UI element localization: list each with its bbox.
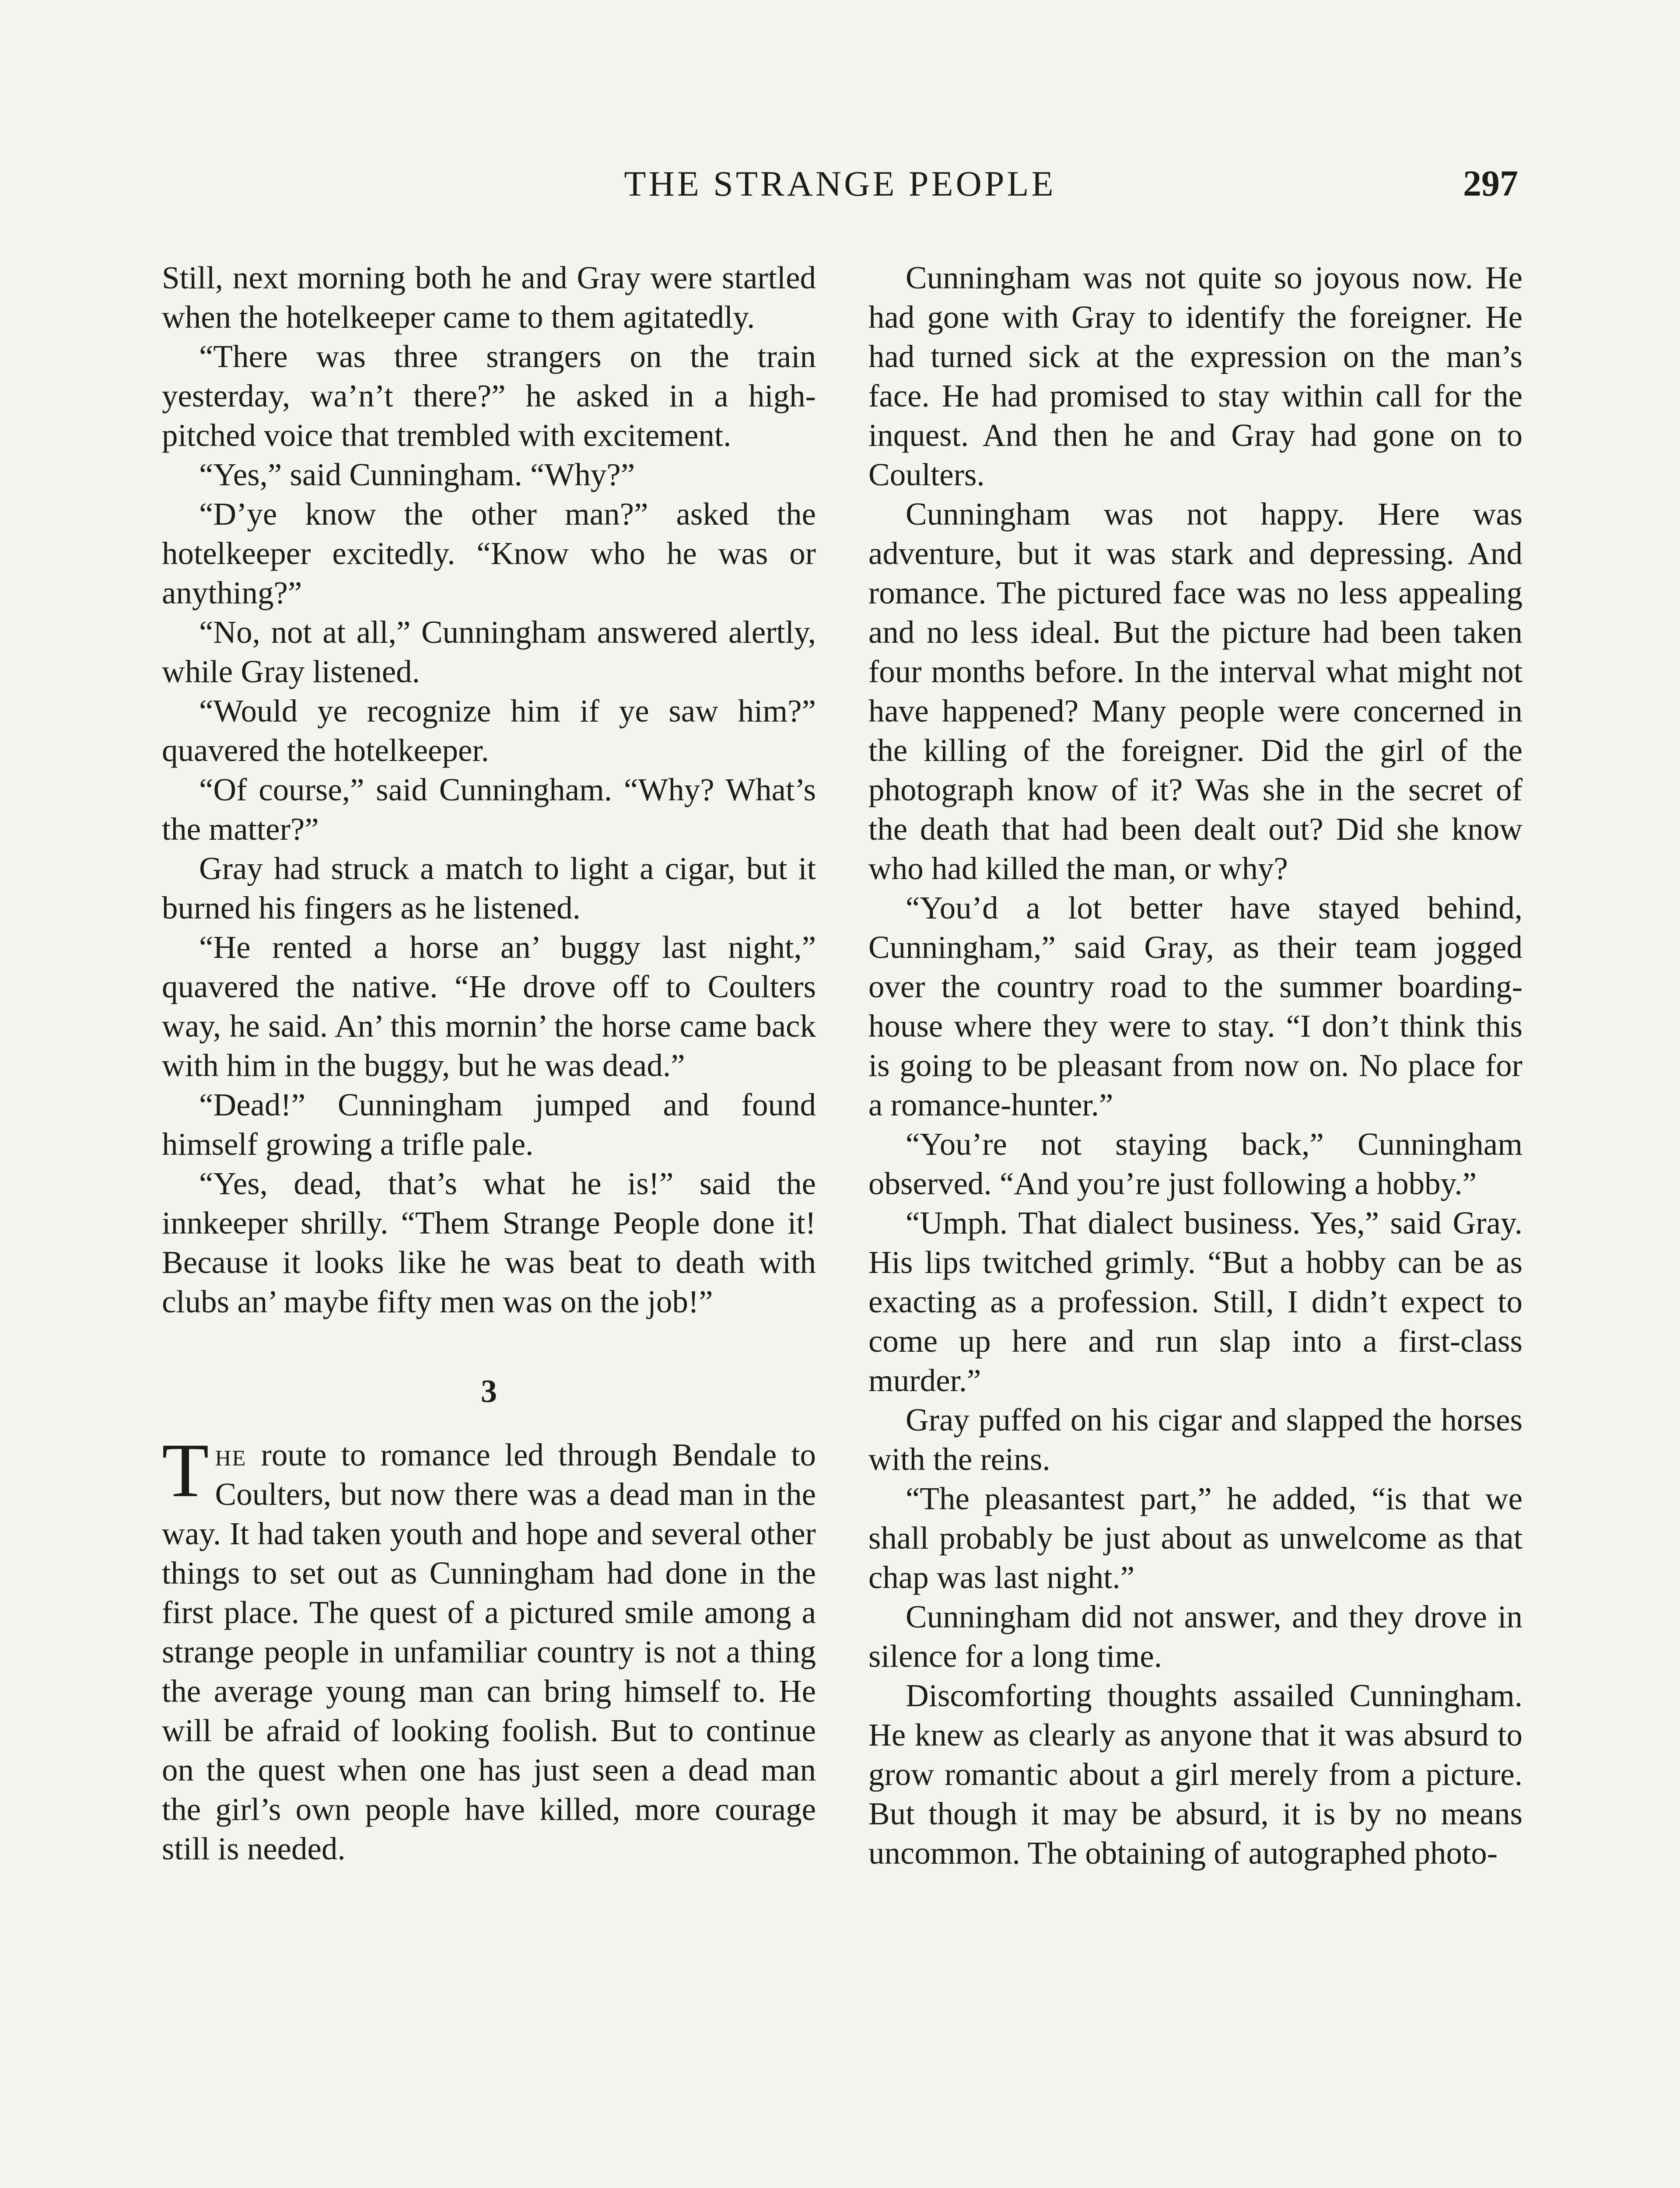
paragraph: “Yes, dead, that’s what he is!” said the innkeeper shrilly. “Them Strange People done it! Because it looks like he was beat to death with clubs an’ maybe fifty men was on the job!” bbox=[162, 1166, 816, 1319]
left-column bbox=[162, 258, 816, 1869]
paragraph: Cunningham was not happy. Here was adventure, but it was stark and depressing. And romance. The pictured face was no less appealing and no less ideal. But the picture had been taken four months before. In the interval what might not have happened? Many people were concerned in the killing of the foreigner. Did the girl of the photograph know of it? Was she in the secret of the death that had been dealt out? Did she know who had killed the man, or why? bbox=[868, 496, 1522, 886]
paragraph: “You’re not staying back,” Cunningham observed. “And you’re just following a hobby.” bbox=[868, 1126, 1522, 1201]
paragraph: “He rented a horse an’ buggy last night,” quavered the native. “He drove off to Coulters way, he said. An’ this mornin’ the horse came back with him in the buggy, but he was dead.” bbox=[162, 929, 816, 1083]
paragraph: “Umph. That dialect business. Yes,” said Gray. His lips twitched grimly. “But a hobby can be as exacting as a profession. Still, I didn’t expect to come up here and run slap into a first-class murder.” bbox=[868, 1205, 1522, 1398]
running-title: THE STRANGE PEOPLE bbox=[624, 164, 1056, 203]
small-caps-lead: he bbox=[215, 1437, 247, 1473]
paragraph: “The pleasantest part,” he added, “is that we shall probably be just about as unwelcome as that chap was last night.” bbox=[868, 1481, 1522, 1595]
paragraph: “Of course,” said Cunningham. “Why? What’s the matter?” bbox=[162, 772, 816, 847]
paragraph: “Would ye recognize him if ye saw him?” quavered the hotelkeeper. bbox=[162, 693, 816, 768]
paragraph: Gray had struck a match to light a cigar, but it burned his fingers as he listened. bbox=[162, 851, 816, 926]
paragraph: Cunningham was not quite so joyous now. He had gone with Gray to identify the foreigner. He had turned sick at the expression on the man’s face. He had promised to stay within call for the inquest. And then he and Gray had gone on to Coulters. bbox=[868, 260, 1522, 492]
section-opening-paragraph bbox=[162, 1428, 816, 1869]
section-number: 3 bbox=[481, 1374, 497, 1410]
paragraph: “You’d a lot better have stayed behind, Cunningham,” said Gray, as their team jogged over the country road to the summer boarding-house where they were to stay. “I don’t think this is going to be pleasant from now on. No place for a romance-hunter.” bbox=[868, 890, 1522, 1122]
paragraph: Gray puffed on his cigar and slapped the horses with the reins. bbox=[868, 1402, 1522, 1477]
paragraph: “Dead!” Cunningham jumped and found himself growing a trifle pale. bbox=[162, 1087, 816, 1162]
paragraph: “No, not at all,” Cunningham answered alertly, while Gray listened. bbox=[162, 614, 816, 689]
paragraph: “There was three strangers on the train yesterday, wa’n’t there?” he asked in a high-pitched voice that trembled with excitement. bbox=[162, 339, 816, 453]
running-head bbox=[162, 158, 1518, 210]
page-number: 297 bbox=[1463, 163, 1518, 204]
paragraph: Cunningham did not answer, and they drove in silence for a long time. bbox=[868, 1599, 1522, 1674]
paragraph: “Yes,” said Cunningham. “Why?” bbox=[199, 457, 635, 492]
paragraph: “D’ye know the other man?” asked the hotelkeeper excitedly. “Know who he was or anything?” bbox=[162, 496, 816, 610]
paragraph: Still, next morning both he and Gray were startled when the hotelkeeper came to them agitatedly. bbox=[162, 260, 816, 335]
right-column bbox=[868, 258, 1522, 1873]
paragraph-text: route to romance led through Bendale to Coulters, but now there was a dead man in the way. It had taken youth and hope and several other things to set out as Cunningham had done in the first place. The quest of a pictured smile among a strange people in unfamiliar country is not a thing the average young man can bring himself to. He will be afraid of looking foolish. But to continue on the quest when one has just seen a dead man the girl’s own people have killed, more courage still is needed. bbox=[162, 1437, 816, 1866]
drop-cap: T bbox=[162, 1428, 209, 1513]
paragraph: Discomforting thoughts assailed Cunningham. He knew as clearly as anyone that it was absurd to grow romantic about a girl merely from a picture. But though it may be absurd, it is by no means uncommon. The obtaining of autographed photo- bbox=[868, 1678, 1522, 1871]
